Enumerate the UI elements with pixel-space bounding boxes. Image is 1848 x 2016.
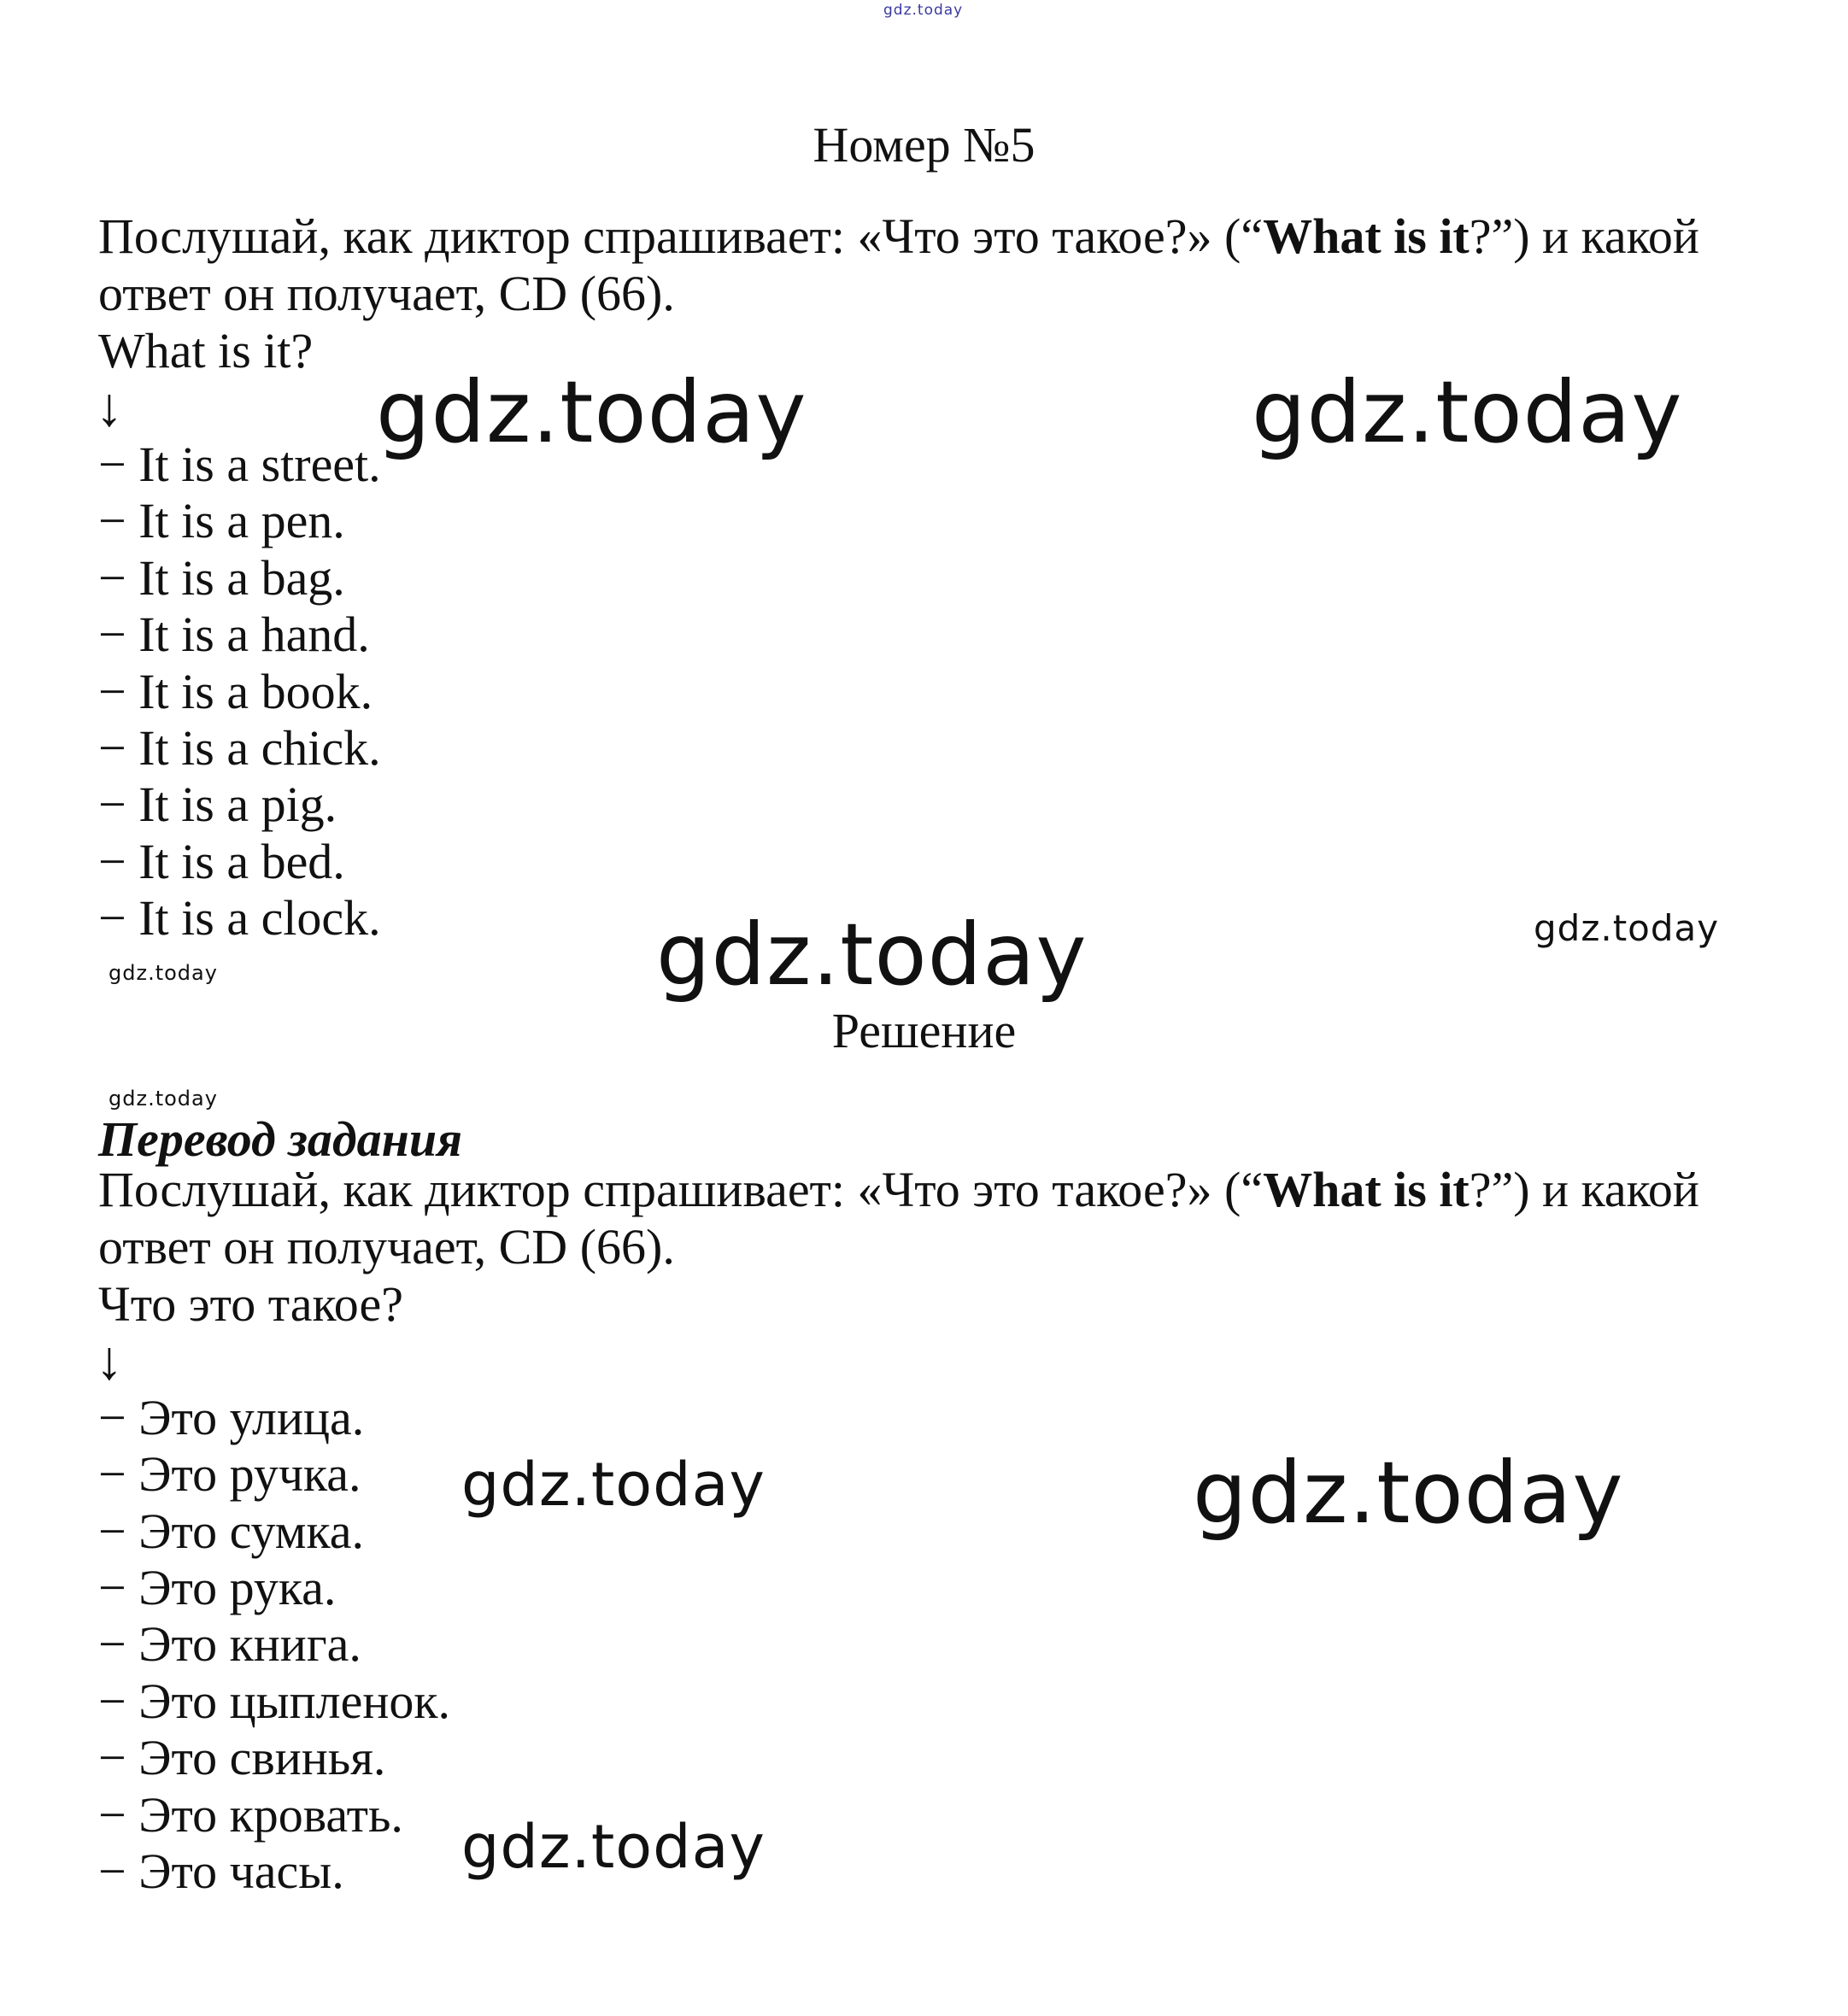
watermark-6: gdz.today [109,1087,218,1111]
task-answer-4: − It is a hand. [98,607,370,662]
task-answer-5: − It is a book. [98,664,373,719]
watermark-8: gdz.today [1193,1443,1624,1543]
task-text-after: ?”) и какой ответ он получает, CD (66). [98,208,1699,321]
watermark-5: gdz.today [109,961,218,985]
task-answer-8: − It is a bed. [98,834,345,889]
watermark-4: gdz.today [1534,907,1720,949]
translation-answer-3: − Это сумка. [98,1503,365,1559]
watermark-1: gdz.today [376,362,807,462]
solution-heading: Решение [831,1003,1017,1058]
task-answer-3: − It is a bag. [98,550,345,606]
translation-answer-5: − Это книга. [98,1616,361,1672]
translation-answer-7: − Это свинья. [98,1730,386,1785]
translation-answer-4: − Это рука. [98,1560,337,1615]
translation-answer-8: − Это кровать. [98,1787,403,1843]
translation-arrow: ↓ [96,1330,123,1391]
watermark-7: gdz.today [461,1450,766,1520]
task-answer-9: − It is a clock. [98,890,381,946]
translation-question: Что это такое? [98,1276,403,1332]
translation-text-before: Послушай, как диктор спрашивает: «Что это такое?» (“ [98,1162,1264,1217]
task-answer-2: − It is a pen. [98,493,345,548]
translation-answer-9: − Это часы. [98,1843,344,1899]
task-answer-7: − It is a pig. [98,777,337,832]
watermark-3: gdz.today [656,905,1088,1005]
task-text-bold: What is it [1263,208,1470,264]
task-text-before: Послушай, как диктор спрашивает: «Что это такое?» (“ [98,208,1264,264]
task-arrow: ↓ [96,377,123,437]
task-answer-1: − It is a street. [98,437,381,492]
watermark-top: gdz.today [883,2,964,19]
translation-answer-6: − Это цыпленок. [98,1673,451,1729]
translation-instructions [98,1161,1773,1275]
exercise-title: Номер №5 [813,117,1035,173]
translation-text-after: ?”) и какой ответ он получает, CD (66). [98,1162,1699,1275]
translation-answer-2: − Это ручка. [98,1446,361,1502]
task-answer-6: − It is a chick. [98,720,381,776]
translation-text-bold: What is it [1263,1162,1470,1217]
translation-heading: Перевод задания [98,1111,462,1167]
task-question: What is it? [98,323,314,378]
translation-answer-1: − Это улица. [98,1390,365,1445]
task-instructions [98,208,1773,322]
watermark-2: gdz.today [1252,362,1683,462]
watermark-9: gdz.today [461,1812,766,1882]
